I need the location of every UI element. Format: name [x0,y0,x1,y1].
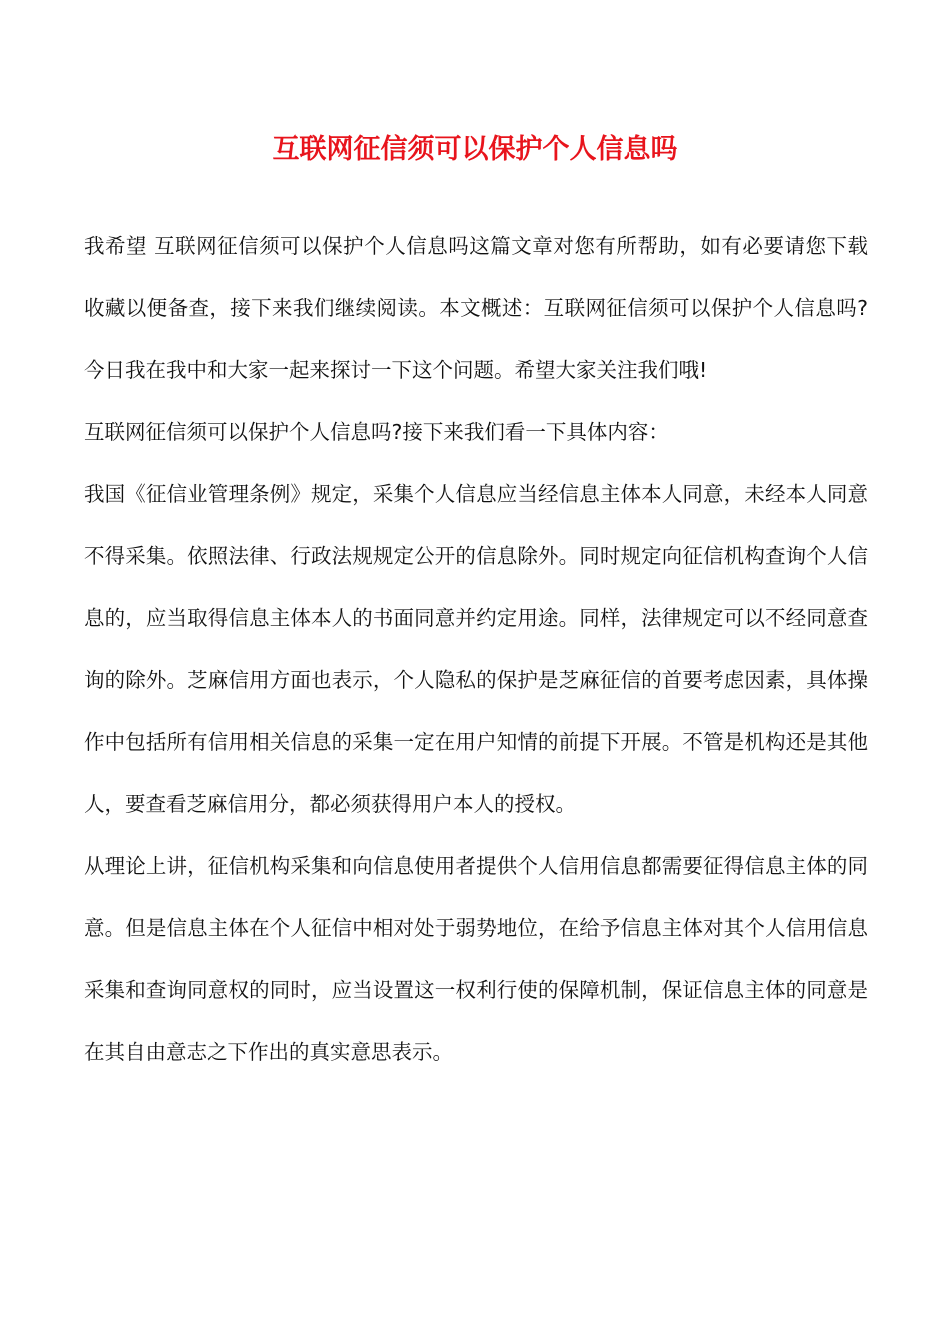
document-title: 互联网征信须可以保护个人信息吗 [272,134,678,165]
paragraph-intro: 我希望 互联网征信须可以保护个人信息吗这篇文章对您有所帮助，如有必要请您下载收藏以便备查，接下来我们继续阅读。本文概述：互联网征信须可以保护个人信息吗?今日我在我中和大家一起来探讨一下这个问题。希望大家关注我们哦! [84,234,868,382]
paragraph-theory: 从理论上讲，征信机构采集和向信息使用者提供个人信用信息都需要征得信息主体的同意。但是信息主体在个人征信中相对处于弱势地位，在给予信息主体对其个人信用信息采集和查询同意权的同时，应当设置这一权利行使的保障机制，保证信息主体的同意是在其自由意志之下作出的真实意思表示。 [84,854,868,1064]
paragraph-regulation: 我国《征信业管理条例》规定，采集个人信息应当经信息主体本人同意，未经本人同意不得采集。依照法律、行政法规规定公开的信息除外。同时规定向征信机构查询个人信息的，应当取得信息主体本人的书面同意并约定用途。同样，法律规定可以不经同意查询的除外。芝麻信用方面也表示，个人隐私的保护是芝麻征信的首要考虑因素，具体操作中包括所有信用相关信息的采集一定在用户知情的前提下开展。不管是机构还是其他人，要查看芝麻信用分，都必须获得用户本人的授权。 [84,482,868,816]
paragraph-lead-in: 互联网征信须可以保护个人信息吗?接下来我们看一下具体内容： [84,420,669,444]
document-body [84,215,868,1083]
